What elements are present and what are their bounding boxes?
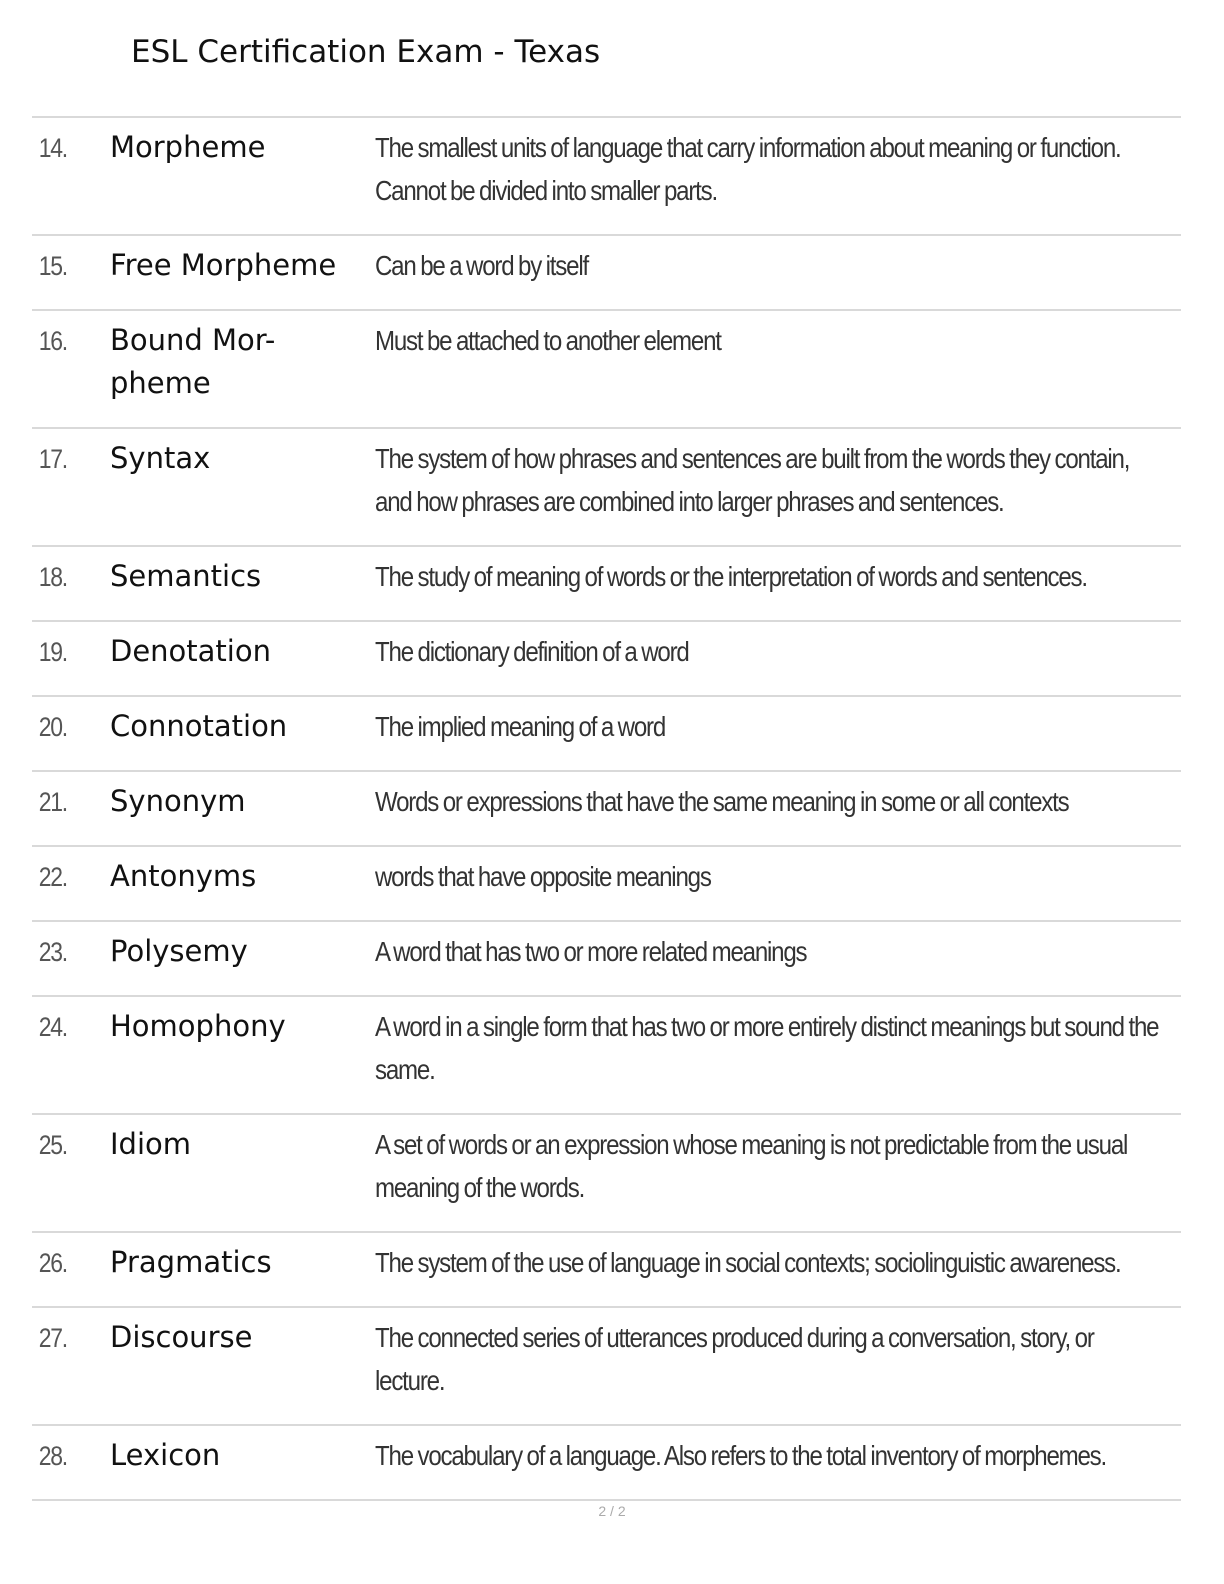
term-number: 15. <box>38 251 67 281</box>
term-number: 17. <box>38 444 67 474</box>
term-definition: The dictionary definition of a word <box>375 636 689 667</box>
term-definition: The system of the use of language in social contexts; sociolinguistic awareness. <box>375 1247 1121 1278</box>
page-indicator: 2 / 2 <box>598 1503 626 1519</box>
term-name: Discourse <box>110 1320 253 1354</box>
table-row <box>32 622 1181 697</box>
term-name: Syntax <box>110 441 211 475</box>
table-row <box>32 997 1181 1115</box>
term-table <box>32 116 1181 1501</box>
term-number: 23. <box>38 937 67 967</box>
term-definition: A set of words or an expression whose meaning is not predictable from the usual meaning of the words. <box>375 1129 1128 1203</box>
term-number: 16. <box>38 326 67 356</box>
term-name: Idiom <box>110 1127 192 1161</box>
term-definition: A word in a single form that has two or more entirely distinct meanings but sound the same. <box>375 1011 1159 1085</box>
term-number: 27. <box>38 1323 67 1353</box>
term-name: Lexicon <box>110 1438 221 1472</box>
term-definition: The connected series of utterances produced during a conversation, story, or lecture. <box>375 1322 1094 1396</box>
table-row <box>32 236 1181 311</box>
term-number: 24. <box>38 1012 67 1042</box>
table-row <box>32 429 1181 547</box>
term-number: 18. <box>38 562 67 592</box>
term-number: 22. <box>38 862 67 892</box>
table-row <box>32 1308 1181 1426</box>
term-name: Polysemy <box>110 934 248 968</box>
term-name: Antonyms <box>110 859 257 893</box>
table-row <box>32 118 1181 236</box>
term-number: 28. <box>38 1441 67 1471</box>
term-name: Synonym <box>110 784 246 818</box>
term-name: Connotation <box>110 709 288 743</box>
term-number: 21. <box>38 787 67 817</box>
term-name: Pragmatics <box>110 1245 272 1279</box>
term-number: 25. <box>38 1130 67 1160</box>
term-definition: The study of meaning of words or the interpretation of words and sentences. <box>375 561 1087 592</box>
table-row <box>32 697 1181 772</box>
term-definition: The system of how phrases and sentences are built from the words they contain, and how phrases are combined into larger phrases and sentences. <box>375 443 1130 517</box>
term-name: Morpheme <box>110 130 266 164</box>
table-row <box>32 547 1181 622</box>
term-definition: Must be attached to another element <box>375 325 721 356</box>
table-row <box>32 1233 1181 1308</box>
term-number: 26. <box>38 1248 67 1278</box>
term-definition: Words or expressions that have the same meaning in some or all contexts <box>375 786 1069 817</box>
page-title: ESL Certification Exam - Texas <box>131 34 601 70</box>
term-definition: Can be a word by itself <box>375 250 588 281</box>
table-row <box>32 311 1181 429</box>
table-row <box>32 1115 1181 1233</box>
term-definition: The implied meaning of a word <box>375 711 666 742</box>
term-definition: words that have opposite meanings <box>375 861 711 892</box>
term-name: Homophony <box>110 1009 286 1043</box>
term-name: Denotation <box>110 634 271 668</box>
term-definition: A word that has two or more related meanings <box>375 936 807 967</box>
term-definition: The smallest units of language that carry information about meaning or function. Cannot be divided into smaller parts. <box>375 132 1121 206</box>
table-row <box>32 1426 1181 1501</box>
term-name: Free Morpheme <box>110 248 337 282</box>
table-row <box>32 772 1181 847</box>
term-definition: The vocabulary of a language. Also refers to the total inventory of morphemes. <box>375 1440 1107 1471</box>
term-name: Semantics <box>110 559 262 593</box>
term-number: 19. <box>38 637 67 667</box>
table-row <box>32 847 1181 922</box>
table-row <box>32 922 1181 997</box>
term-name: Bound Mor- pheme <box>110 323 276 400</box>
term-number: 14. <box>38 133 67 163</box>
term-number: 20. <box>38 712 67 742</box>
